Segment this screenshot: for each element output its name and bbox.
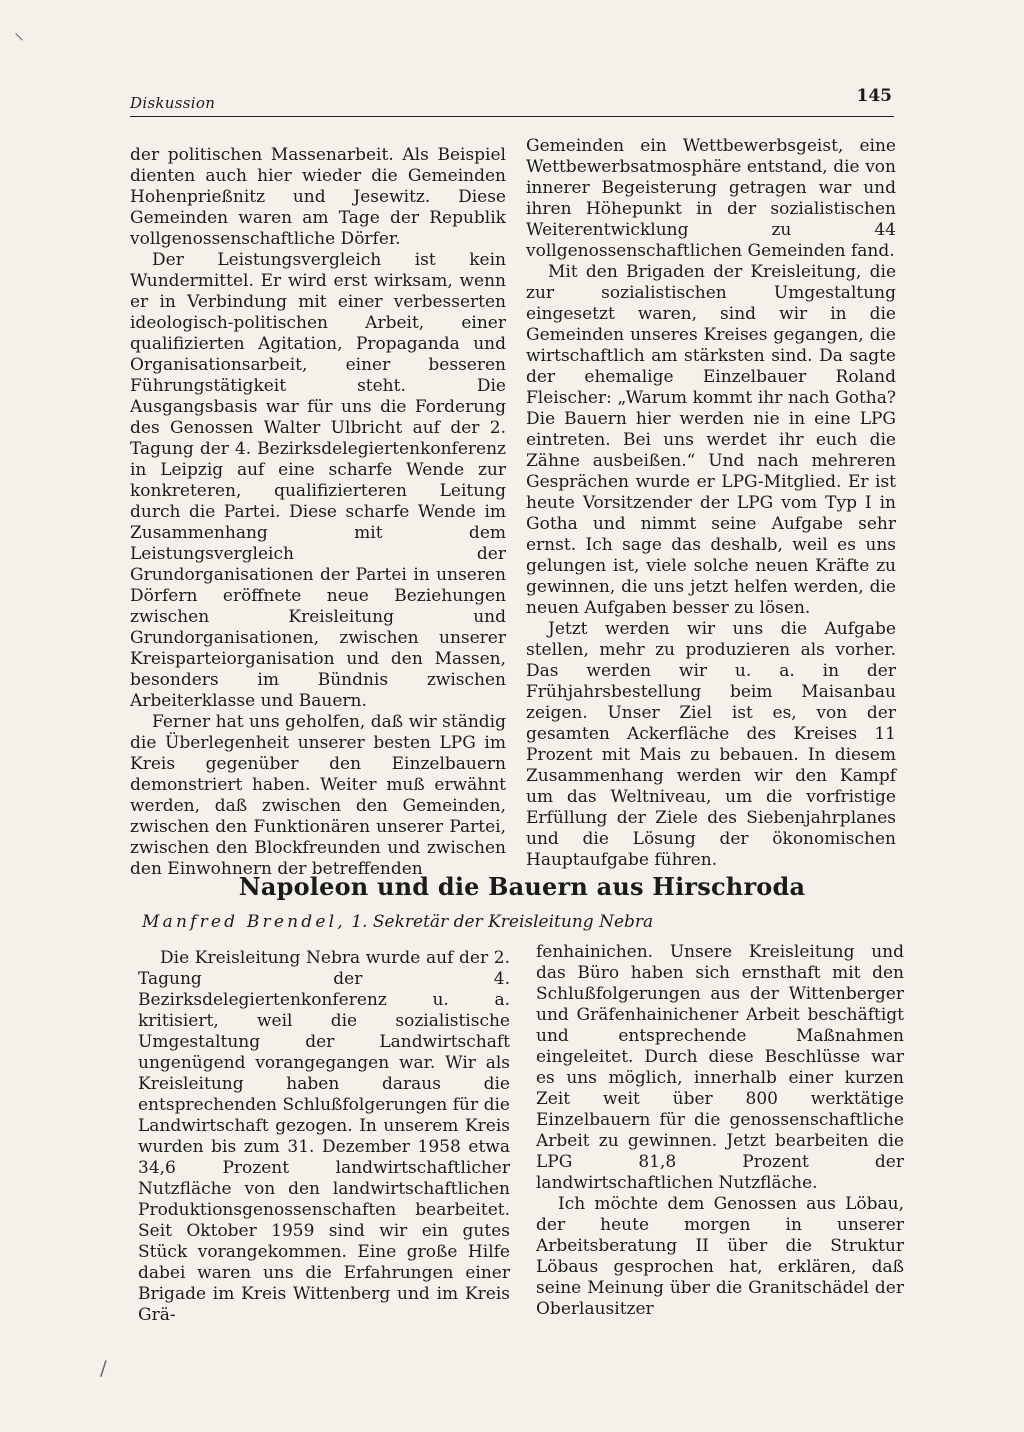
page-number: 145 [856, 86, 892, 106]
paragraph: Gemeinden ein Wettbewerbsgeist, eine Wettbewerbsatmosphäre entstand, die von innerer Begeisterung getragen war und ihren Höhepunkt in der sozialistischen Weiterentwicklung zu 44 vollgenossenschaftlichen Gemeinden fand. [526, 136, 896, 261]
paragraph: Ferner hat uns geholfen, daß wir ständig die Überlegenheit unserer besten LPG im Kreis gegenüber den Einzelbauern demonstriert haben. Weiter muß erwähnt werden, daß zwischen den Gemeinden, zwischen den Funktionären unserer Partei, zwischen den Blockfreunden und zwischen den Einwohnern der betreffenden [130, 712, 506, 879]
text-column-bottom-left [138, 948, 510, 1326]
paragraph: Der Leistungsvergleich ist kein Wundermittel. Er wird erst wirksam, wenn er in Verbindung mit einer verbesserten ideologisch-politischen Arbeit, einer qualifizierten Agitation, Propaganda und Organisationsarbeit, einer besseren Führungstätigkeit steht. Die Ausgangsbasis war für uns die Forderung des Genossen Walter Ulbricht auf der 2. Tagung der 4. Bezirksdelegiertenkonferenz in Leipzig auf eine scharfe Wende zur konkreteren, qualifizierteren Leitung durch die Partei. Diese scharfe Wende im Zusammenhang mit dem Leistungsvergleich der Grundorganisationen der Partei in unseren Dörfern eröffnete neue Beziehungen zwischen Kreisleitung und Grundorganisationen, zwischen unserer Kreisparteiorganisation und den Massen, besonders im Bündnis zwischen Arbeiterklasse und Bauern. [130, 250, 506, 711]
paragraph: Jetzt werden wir uns die Aufgabe stellen, mehr zu produzieren als vorher. Das werden wir u. a. in der Frühjahrsbestellung beim Maisanbau zeigen. Unser Ziel ist es, von der gesamten Ackerfläche des Kreises 11 Prozent mit Mais zu bebauen. In diesem Zusammenhang werden wir den Kampf um das Weltniveau, um die vorfristige Erfüllung der Ziele des Siebenjahrplanes und die Lösung der ökonomischen Hauptaufgabe führen. [526, 619, 896, 870]
author-name: Manfred Brendel, [142, 912, 346, 932]
byline [142, 912, 902, 932]
paragraph: fenhainichen. Unsere Kreisleitung und das Büro haben sich ernsthaft mit den Schlußfolgerungen aus der Wittenberger und Gräfenhainichener Arbeit beschäftigt und entsprechende Maßnahmen eingeleitet. Durch diese Beschlüsse war es uns möglich, innerhalb einer kurzen Zeit weit über 800 werktätige Einzelbauern für die genossenschaftliche Arbeit zu gewinnen. Jetzt bearbeiten die LPG 81,8 Prozent der landwirtschaftlichen Nutzfläche. [536, 942, 904, 1193]
author-role: 1. Sekretär der Kreisleitung Nebra [345, 912, 654, 932]
running-head: Diskussion [130, 94, 216, 112]
text-column-top-left [130, 145, 506, 880]
text-column-top-right [526, 136, 896, 871]
page-header [130, 86, 894, 117]
paragraph: der politischen Massenarbeit. Als Beispiel dienten auch hier wieder die Gemeinden Hohenprießnitz und Jesewitz. Diese Gemeinden waren am Tage der Republik vollgenossenschaftliche Dörfer. [130, 145, 506, 249]
text-column-bottom-right [536, 942, 904, 1320]
paragraph: Mit den Brigaden der Kreisleitung, die zur sozialistischen Umgestaltung eingesetzt waren, sind wir in die Gemeinden unseres Kreises gegangen, die wirtschaftlich am stärksten sind. Da sagte der ehemalige Einzelbauer Roland Fleischer: „Warum kommt ihr nach Gotha? Die Bauern hier werden nie in eine LPG eintreten. Bei uns werdet ihr euch die Zähne ausbeißen.“ Und nach mehreren Gesprächen wurde er LPG-Mitglied. Er ist heute Vorsitzender der LPG vom Typ I in Gotha und nimmt seine Aufgabe sehr ernst. Ich sage das deshalb, weil es uns gelungen ist, viele solche neuen Kräfte zu gewinnen, die uns jetzt helfen werden, die neuen Aufgaben besser zu lösen. [526, 262, 896, 618]
paragraph: Ich möchte dem Genossen aus Löbau, der heute morgen in unserer Arbeitsberatung II über die Struktur Löbaus gesprochen hat, erklären, daß seine Meinung über die Granitschädel der Oberlausitzer [536, 1194, 904, 1319]
article-title: Napoleon und die Bauern aus Hirschroda [238, 872, 806, 901]
margin-scratch-mark: / [100, 1356, 107, 1380]
margin-scratch-mark: ⸜ [14, 20, 24, 44]
paragraph: Die Kreisleitung Nebra wurde auf der 2. Tagung der 4. Bezirksdelegiertenkonferenz u. a. kritisiert, weil die sozialistische Umgestaltung der Landwirtschaft ungenügend vorangegangen war. Wir als Kreisleitung haben daraus die entsprechenden Schlußfolgerungen für die Landwirtschaft gezogen. In unserem Kreis wurden bis zum 31. Dezember 1958 etwa 34,6 Prozent landwirtschaftlicher Nutzfläche von den landwirtschaftlichen Produktionsgenossenschaften bearbeitet. Seit Oktober 1959 sind wir ein gutes Stück vorangekommen. Eine große Hilfe dabei waren uns die Erfahrungen einer Brigade im Kreis Wittenberg und im Kreis Grä- [138, 948, 510, 1325]
